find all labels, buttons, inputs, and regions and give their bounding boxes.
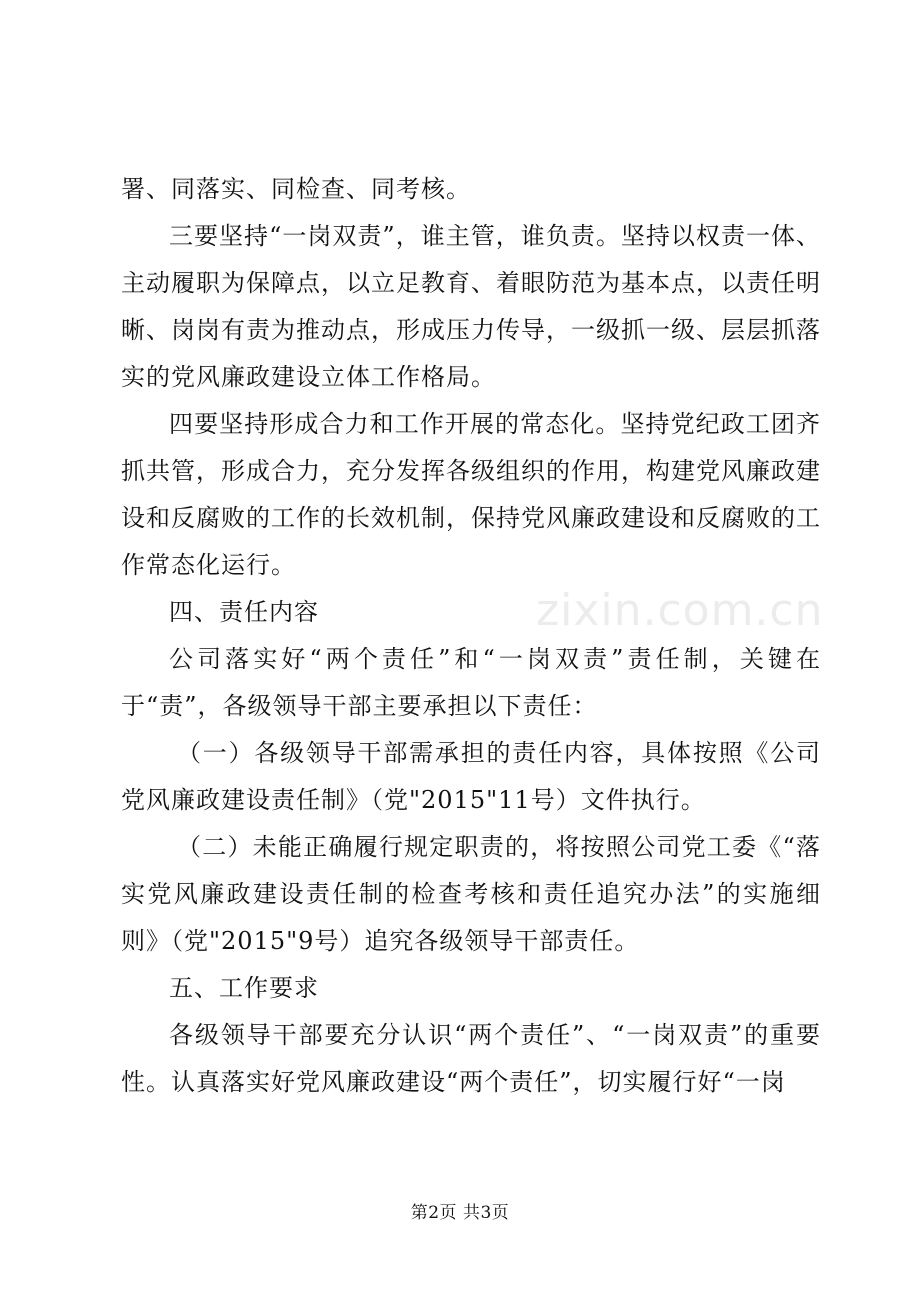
paragraph-1: 署、同落实、同检查、同考核。 bbox=[121, 175, 471, 203]
watermark: zixin.com.cn bbox=[536, 585, 824, 636]
page-number-footer: 第2页 共3页 bbox=[410, 1203, 510, 1223]
paragraph-7: （二）未能正确履行规定职责的，将按照公司党工委《“落实党风廉政建设责任制的检查考核和责任追究办法”的实施细则》（党"2015"9号）追究各级领导干部责任。 bbox=[121, 833, 821, 955]
paragraph-2: 三要坚持“一岗双责”，谁主管，谁负责。坚持以权责一体、主动履职为保障点，以立足教育、着眼防范为基本点，以责任明晰、岗岗有责为推动点，形成压力传导，一级抓一级、层层抓落实的党风廉政建设立体工作格局。 bbox=[121, 222, 821, 391]
paragraph-5: 公司落实好“两个责任”和“一岗双责”责任制，关键在于“责”，各级领导干部主要承担以下责任： bbox=[121, 645, 821, 720]
document-body bbox=[121, 166, 821, 1106]
paragraph-6: （一）各级领导干部需承担的责任内容，具体按照《公司党风廉政建设责任制》（党"2015"11号）文件执行。 bbox=[121, 739, 821, 814]
paragraph-3: 四要坚持形成合力和工作开展的常态化。坚持党纪政工团齐抓共管，形成合力，充分发挥各级组织的作用，构建党风廉政建设和反腐败的工作的长效机制，保持党风廉政建设和反腐败的工作常态化运行。 bbox=[121, 410, 821, 579]
section-heading-4: 四、责任内容 bbox=[169, 598, 319, 626]
section-heading-5: 五、工作要求 bbox=[169, 974, 319, 1002]
paragraph-9: 各级领导干部要充分认识“两个责任”、“一岗双责”的重要性。认真落实好党风廉政建设“两个责任”，切实履行好“一岗 bbox=[121, 1021, 821, 1096]
